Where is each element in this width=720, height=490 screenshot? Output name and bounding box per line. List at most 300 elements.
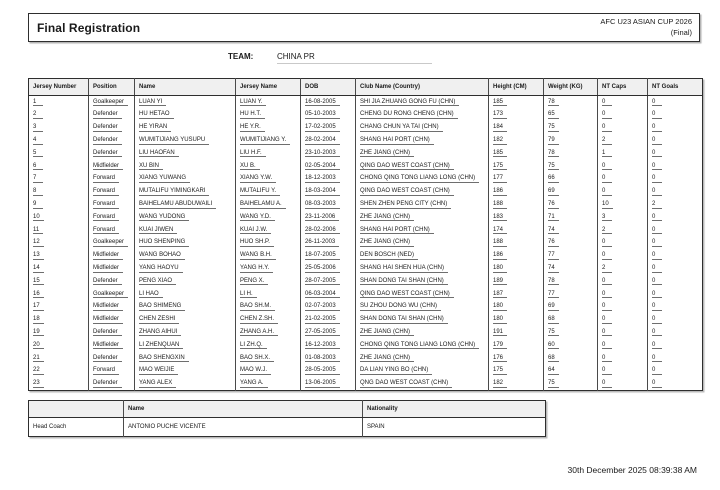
table-cell bbox=[544, 122, 598, 135]
table-cell bbox=[301, 147, 356, 160]
table-row bbox=[29, 211, 703, 224]
cell-value: SHANG HAI PORT (CHN) bbox=[360, 227, 434, 235]
table-cell bbox=[135, 173, 236, 186]
cell-value: LUAN Y. bbox=[240, 99, 266, 107]
cell-value: 189 bbox=[493, 278, 507, 286]
table-cell bbox=[29, 262, 89, 275]
table-cell bbox=[301, 250, 356, 263]
cell-value: 71 bbox=[548, 214, 559, 222]
cell-value: 08-03-2003 bbox=[305, 201, 340, 209]
table-cell bbox=[135, 198, 236, 211]
cell-value: 68 bbox=[548, 355, 559, 363]
table-cell bbox=[29, 224, 89, 237]
officials-table-header bbox=[29, 401, 546, 418]
cell-value: 79 bbox=[548, 137, 559, 145]
table-cell bbox=[598, 262, 648, 275]
cell-value: 13 bbox=[33, 252, 44, 260]
table-cell bbox=[301, 301, 356, 314]
table-cell bbox=[135, 122, 236, 135]
cell-value: ZHE JIANG (CHN) bbox=[360, 150, 414, 158]
cell-value: 23-11-2006 bbox=[305, 214, 339, 222]
table-cell bbox=[29, 288, 89, 301]
column-header: Club Name (Country) bbox=[356, 79, 489, 96]
table-cell bbox=[489, 288, 544, 301]
cell-value: 191 bbox=[493, 329, 507, 337]
table-cell bbox=[301, 224, 356, 237]
cell-value: 0 bbox=[652, 163, 662, 171]
table-cell bbox=[135, 314, 236, 327]
cell-value: BAO SHIMENG bbox=[139, 303, 185, 311]
cell-value: HE YIRAN bbox=[139, 124, 171, 132]
cell-value: 0 bbox=[652, 342, 662, 350]
officials-table bbox=[28, 400, 546, 437]
table-cell bbox=[544, 301, 598, 314]
table-cell bbox=[236, 314, 301, 327]
table-cell bbox=[236, 198, 301, 211]
cell-value: SHI JIA ZHUANG GONG FU (CHN) bbox=[360, 99, 459, 107]
cell-value: 0 bbox=[602, 252, 612, 260]
table-cell bbox=[301, 262, 356, 275]
table-cell bbox=[544, 250, 598, 263]
table-cell bbox=[356, 250, 489, 263]
cell-value: 18 bbox=[33, 316, 44, 324]
table-row bbox=[29, 122, 703, 135]
table-cell bbox=[89, 275, 135, 288]
table-cell bbox=[598, 301, 648, 314]
cell-value: 186 bbox=[493, 252, 507, 260]
column-header: Nationality bbox=[363, 401, 546, 418]
cell-value: Defender bbox=[93, 137, 122, 145]
cell-value: 17 bbox=[33, 303, 44, 311]
table-cell bbox=[648, 198, 703, 211]
table-cell bbox=[135, 109, 236, 122]
table-cell bbox=[89, 365, 135, 378]
table-cell bbox=[135, 237, 236, 250]
table-cell bbox=[29, 352, 89, 365]
team-name: CHINA PR bbox=[277, 52, 432, 64]
cell-value: 20 bbox=[33, 342, 44, 350]
table-cell bbox=[356, 224, 489, 237]
cell-value: 0 bbox=[602, 316, 612, 324]
cell-value: 6 bbox=[33, 163, 43, 171]
cell-value: 2 bbox=[602, 265, 612, 273]
table-cell bbox=[544, 352, 598, 365]
table-cell bbox=[301, 122, 356, 135]
table-cell bbox=[29, 147, 89, 160]
cell-value: 27-05-2005 bbox=[305, 329, 340, 337]
table-cell bbox=[648, 237, 703, 250]
column-header: DOB bbox=[301, 79, 356, 96]
table-cell bbox=[135, 224, 236, 237]
table-cell bbox=[544, 173, 598, 186]
cell-value: 15 bbox=[33, 278, 44, 286]
team-label: TEAM: bbox=[228, 52, 254, 61]
table-cell bbox=[236, 96, 301, 109]
table-cell bbox=[89, 147, 135, 160]
cell-value: XIANG Y.W. bbox=[240, 175, 276, 183]
cell-value: PENG XIAO bbox=[139, 278, 176, 286]
cell-value: Midfielder bbox=[93, 163, 123, 171]
table-cell bbox=[29, 250, 89, 263]
table-cell bbox=[356, 211, 489, 224]
cell-value: 1 bbox=[602, 150, 612, 158]
cell-value: Midfielder bbox=[93, 316, 123, 324]
table-cell bbox=[301, 365, 356, 378]
cell-value: 69 bbox=[548, 303, 559, 311]
table-cell bbox=[489, 109, 544, 122]
table-cell bbox=[356, 288, 489, 301]
table-row bbox=[29, 237, 703, 250]
table-cell bbox=[489, 250, 544, 263]
column-header: Name bbox=[135, 79, 236, 96]
players-table-body bbox=[29, 96, 703, 391]
table-cell bbox=[489, 122, 544, 135]
table-cell bbox=[489, 275, 544, 288]
table-cell bbox=[301, 134, 356, 147]
table-cell bbox=[89, 237, 135, 250]
table-cell bbox=[356, 275, 489, 288]
table-cell bbox=[544, 288, 598, 301]
cell-value: YANG HAOYU bbox=[139, 265, 183, 273]
table-cell bbox=[363, 418, 546, 437]
cell-value: 175 bbox=[493, 163, 507, 171]
cell-value: XU BIN bbox=[139, 163, 163, 171]
table-cell bbox=[301, 198, 356, 211]
cell-value: 01-08-2003 bbox=[305, 355, 340, 363]
table-cell bbox=[648, 211, 703, 224]
cell-value: 0 bbox=[602, 188, 612, 196]
cell-value: 0 bbox=[652, 278, 662, 286]
table-cell bbox=[544, 237, 598, 250]
table-cell bbox=[301, 96, 356, 109]
table-cell bbox=[598, 211, 648, 224]
team-line bbox=[0, 52, 720, 64]
table-cell bbox=[356, 237, 489, 250]
cell-value: 2 bbox=[602, 137, 612, 145]
table-cell bbox=[89, 134, 135, 147]
cell-value: WANG B.H. bbox=[240, 252, 276, 260]
table-cell bbox=[489, 211, 544, 224]
cell-value: WANG YUDONG bbox=[139, 214, 189, 222]
table-cell bbox=[648, 109, 703, 122]
table-cell bbox=[648, 160, 703, 173]
table-row bbox=[29, 326, 703, 339]
table-cell bbox=[236, 186, 301, 199]
cell-value: Forward bbox=[93, 188, 119, 196]
cell-value: 0 bbox=[652, 188, 662, 196]
cell-value: WUMITIJIANG YUSUPU bbox=[139, 137, 209, 145]
column-header: Jersey Number bbox=[29, 79, 89, 96]
cell-value: SPAIN bbox=[367, 423, 385, 430]
table-cell bbox=[489, 262, 544, 275]
generated-timestamp: 30th December 2025 08:39:38 AM bbox=[567, 465, 697, 475]
cell-value: CHENG DU RONG CHENG (CHN) bbox=[360, 111, 458, 119]
table-cell bbox=[135, 365, 236, 378]
table-cell bbox=[236, 339, 301, 352]
table-cell bbox=[356, 326, 489, 339]
cell-value: 18-12-2003 bbox=[305, 175, 340, 183]
table-cell bbox=[489, 198, 544, 211]
cell-value: 69 bbox=[548, 188, 559, 196]
cell-value: BAO SH.M. bbox=[240, 303, 275, 311]
table-cell bbox=[489, 237, 544, 250]
cell-value: 0 bbox=[602, 163, 612, 171]
table-cell bbox=[236, 301, 301, 314]
cell-value: 9 bbox=[33, 201, 43, 209]
cell-value: 0 bbox=[652, 252, 662, 260]
table-cell bbox=[544, 365, 598, 378]
cell-value: Midfielder bbox=[93, 252, 123, 260]
table-cell bbox=[598, 237, 648, 250]
cell-value: 177 bbox=[493, 175, 507, 183]
cell-value: 0 bbox=[652, 214, 662, 222]
table-cell bbox=[356, 109, 489, 122]
cell-value: 2 bbox=[602, 227, 612, 235]
cell-value: 0 bbox=[602, 342, 612, 350]
cell-value: 4 bbox=[33, 137, 43, 145]
table-cell bbox=[356, 186, 489, 199]
table-cell bbox=[489, 378, 544, 391]
cell-value: 0 bbox=[602, 175, 612, 183]
players-table-header bbox=[29, 79, 703, 96]
table-cell bbox=[356, 160, 489, 173]
cell-value: 183 bbox=[493, 214, 507, 222]
table-cell bbox=[135, 339, 236, 352]
cell-value: 02-07-2003 bbox=[305, 303, 340, 311]
cell-value: 0 bbox=[652, 239, 662, 247]
cell-value: 0 bbox=[602, 239, 612, 247]
cell-value: 76 bbox=[548, 239, 559, 247]
table-cell bbox=[236, 160, 301, 173]
table-cell bbox=[236, 224, 301, 237]
table-cell bbox=[236, 262, 301, 275]
table-cell bbox=[598, 109, 648, 122]
cell-value: 180 bbox=[493, 265, 507, 273]
cell-value: Defender bbox=[93, 355, 122, 363]
table-cell bbox=[356, 134, 489, 147]
table-cell bbox=[89, 186, 135, 199]
table-cell bbox=[89, 173, 135, 186]
cell-value: 13-06-2005 bbox=[305, 380, 340, 388]
table-row bbox=[29, 314, 703, 327]
table-cell bbox=[544, 96, 598, 109]
cell-value: HU H.T. bbox=[240, 111, 265, 119]
cell-value: CHEN ZESHI bbox=[139, 316, 179, 324]
table-cell bbox=[598, 173, 648, 186]
cell-value: 0 bbox=[602, 367, 612, 375]
cell-value: 77 bbox=[548, 252, 559, 260]
table-cell bbox=[544, 224, 598, 237]
table-cell bbox=[29, 211, 89, 224]
cell-value: 28-07-2005 bbox=[305, 278, 340, 286]
table-cell bbox=[135, 262, 236, 275]
cell-value: 12 bbox=[33, 239, 44, 247]
cell-value: 180 bbox=[493, 303, 507, 311]
competition-stage: (Final) bbox=[670, 27, 692, 37]
table-cell bbox=[489, 134, 544, 147]
cell-value: KUAI J.W. bbox=[240, 227, 271, 235]
table-row bbox=[29, 109, 703, 122]
table-cell bbox=[544, 326, 598, 339]
cell-value: Midfielder bbox=[93, 303, 123, 311]
cell-value: SHEN ZHEN PENG CITY (CHN) bbox=[360, 201, 451, 209]
table-cell bbox=[29, 173, 89, 186]
table-cell bbox=[648, 96, 703, 109]
cell-value: 5 bbox=[33, 150, 43, 158]
cell-value: LIU H.F. bbox=[240, 150, 266, 158]
table-row bbox=[29, 378, 703, 391]
cell-value: BAO SH.X. bbox=[240, 355, 274, 363]
table-cell bbox=[89, 288, 135, 301]
table-cell bbox=[301, 173, 356, 186]
table-cell bbox=[544, 378, 598, 391]
cell-value: 0 bbox=[652, 329, 662, 337]
cell-value: 188 bbox=[493, 239, 507, 247]
cell-value: Forward bbox=[93, 201, 119, 209]
cell-value: PENG X. bbox=[240, 278, 268, 286]
cell-value: 2 bbox=[652, 201, 662, 209]
cell-value: ZHANG AIHUI bbox=[139, 329, 181, 337]
table-cell bbox=[544, 262, 598, 275]
cell-value: QING DAO WEST COAST (CHN) bbox=[360, 163, 454, 171]
column-header: Name bbox=[124, 401, 363, 418]
table-cell bbox=[648, 378, 703, 391]
cell-value: 75 bbox=[548, 124, 559, 132]
table-cell bbox=[648, 262, 703, 275]
table-cell bbox=[301, 378, 356, 391]
table-cell bbox=[89, 339, 135, 352]
cell-value: 18-03-2004 bbox=[305, 188, 340, 196]
table-cell bbox=[236, 122, 301, 135]
table-cell bbox=[89, 314, 135, 327]
table-cell bbox=[489, 326, 544, 339]
table-cell bbox=[544, 160, 598, 173]
cell-value: 76 bbox=[548, 201, 559, 209]
table-cell bbox=[489, 314, 544, 327]
table-cell bbox=[356, 147, 489, 160]
table-cell bbox=[29, 418, 124, 437]
table-cell bbox=[236, 365, 301, 378]
table-cell bbox=[648, 314, 703, 327]
table-cell bbox=[356, 122, 489, 135]
table-cell bbox=[236, 134, 301, 147]
officials-table-body bbox=[29, 418, 546, 437]
players-table bbox=[28, 78, 703, 391]
table-cell bbox=[544, 198, 598, 211]
table-cell bbox=[648, 186, 703, 199]
cell-value: Midfielder bbox=[93, 265, 123, 273]
table-cell bbox=[356, 339, 489, 352]
cell-value: 1 bbox=[33, 99, 43, 107]
table-cell bbox=[89, 262, 135, 275]
cell-value: KUAI JIWEN bbox=[139, 227, 177, 235]
table-cell bbox=[301, 314, 356, 327]
cell-value: HUO SH.P. bbox=[240, 239, 274, 247]
table-cell bbox=[648, 288, 703, 301]
table-cell bbox=[29, 339, 89, 352]
table-cell bbox=[301, 237, 356, 250]
cell-value: 0 bbox=[602, 380, 612, 388]
cell-value: 28-05-2005 bbox=[305, 367, 340, 375]
cell-value: Defender bbox=[93, 278, 122, 286]
cell-value: 06-03-2004 bbox=[305, 291, 340, 299]
cell-value: MUTALIFU YIMINGKARI bbox=[139, 188, 209, 196]
competition-name: AFC U23 ASIAN CUP 2026 bbox=[600, 17, 692, 27]
column-header: Position bbox=[89, 79, 135, 96]
cell-value: 3 bbox=[33, 124, 43, 132]
cell-value: 0 bbox=[602, 329, 612, 337]
table-cell bbox=[135, 134, 236, 147]
table-cell bbox=[89, 250, 135, 263]
cell-value: 179 bbox=[493, 342, 507, 350]
cell-value: 0 bbox=[652, 175, 662, 183]
table-cell bbox=[356, 262, 489, 275]
table-cell bbox=[598, 378, 648, 391]
table-cell bbox=[489, 173, 544, 186]
cell-value: MUTALIFU Y. bbox=[240, 188, 280, 196]
cell-value: WANG BOHAO bbox=[139, 252, 185, 260]
cell-value: Head Coach bbox=[33, 423, 67, 430]
table-cell bbox=[29, 109, 89, 122]
table-row bbox=[29, 198, 703, 211]
table-cell bbox=[29, 314, 89, 327]
table-cell bbox=[489, 365, 544, 378]
column-header bbox=[29, 401, 124, 418]
page-title: Final Registration bbox=[37, 20, 141, 35]
column-header: Jersey Name bbox=[236, 79, 301, 96]
cell-value: 25-05-2006 bbox=[305, 265, 340, 273]
table-cell bbox=[89, 122, 135, 135]
cell-value: 23 bbox=[33, 380, 44, 388]
table-cell bbox=[648, 122, 703, 135]
cell-value: 21 bbox=[33, 355, 44, 363]
cell-value: 0 bbox=[652, 99, 662, 107]
table-cell bbox=[648, 352, 703, 365]
cell-value: 0 bbox=[652, 380, 662, 388]
table-cell bbox=[489, 352, 544, 365]
cell-value: 8 bbox=[33, 188, 43, 196]
table-cell bbox=[648, 365, 703, 378]
cell-value: 175 bbox=[493, 367, 507, 375]
cell-value: 182 bbox=[493, 137, 507, 145]
cell-value: 16-08-2005 bbox=[305, 99, 340, 107]
table-cell bbox=[236, 352, 301, 365]
cell-value: Goalkeeper bbox=[93, 239, 128, 247]
table-cell bbox=[301, 326, 356, 339]
competition-info bbox=[600, 17, 692, 37]
cell-value: ZHE JIANG (CHN) bbox=[360, 239, 414, 247]
cell-value: 185 bbox=[493, 150, 507, 158]
table-cell bbox=[489, 224, 544, 237]
cell-value: 0 bbox=[602, 278, 612, 286]
table-cell bbox=[648, 326, 703, 339]
table-cell bbox=[598, 96, 648, 109]
table-cell bbox=[236, 326, 301, 339]
table-row bbox=[29, 275, 703, 288]
table-row bbox=[29, 173, 703, 186]
cell-value: 28-02-2006 bbox=[305, 227, 340, 235]
cell-value: 0 bbox=[652, 367, 662, 375]
cell-value: 188 bbox=[493, 201, 507, 209]
cell-value: MAO WEIJIE bbox=[139, 367, 178, 375]
table-cell bbox=[236, 237, 301, 250]
cell-value: Forward bbox=[93, 214, 119, 222]
cell-value: 02-05-2004 bbox=[305, 163, 340, 171]
cell-value: 16-12-2003 bbox=[305, 342, 340, 350]
table-cell bbox=[135, 275, 236, 288]
column-header: NT Caps bbox=[598, 79, 648, 96]
cell-value: Defender bbox=[93, 329, 122, 337]
